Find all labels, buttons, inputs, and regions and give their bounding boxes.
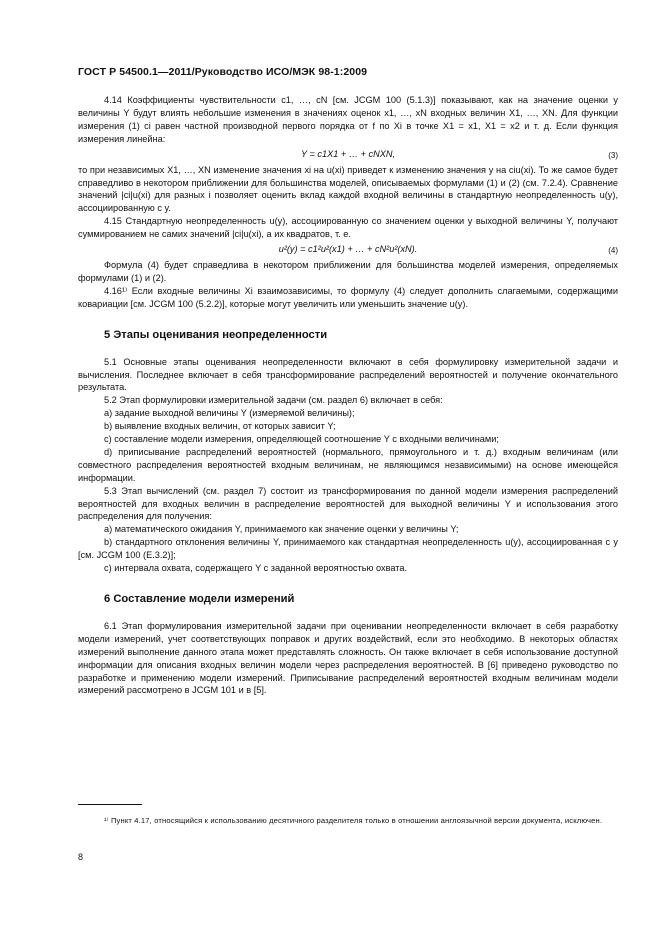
footnote-divider <box>78 804 142 805</box>
equation-4 <box>78 242 618 257</box>
footnote: ¹⁾ Пункт 4.17, относящийся к использованию десятичного разделителя только в отношении англоязычной версии документа, исключен. <box>104 816 603 825</box>
equation-3 <box>78 147 618 162</box>
page-number: 8 <box>78 852 84 862</box>
paragraph-5-3: 5.3 Этап вычислений (см. раздел 7) состоит из трансформирования по данной модели измерения распределений вероятностей для входных величин в распределение вероятностей для выходной величины Y и использования этого распределения для получения: <box>78 485 618 522</box>
document-body <box>78 94 618 697</box>
paragraph-4-16: 4.16¹⁾ Если входные величины Xi взаимозависимы, то формулу (4) следует дополнить слагаемыми, содержащими ковариации [см. JCGM 100 (5.2.2)], которые могут увеличить или уменьшить значение u(y). <box>78 285 618 309</box>
equation-3-number: (3) <box>608 150 618 160</box>
paragraph-4-14: 4.14 Коэффициенты чувствительности c1, …, cN [см. JCGM 100 (5.1.3)] показывают, как на значение оценки y величины Y будут влиять небольшие изменения в значениях оценок x1, …, xN входных величин X1, …, XN. Для функции измерения (1) ci равен частной производной первого порядка от f по Xi в точке X1 = x1, X1 = x2 и т. д. Если функция измерения линейна: <box>78 95 618 144</box>
list-item: b) стандартного отклонения величины Y, принимаемого как стандартная неопределенность u(y), ассоциированная с y [см. JCGM 100 (E.3.2)]; <box>78 537 618 561</box>
list-item: c) составление модели измерения, определяющей соотношение Y с входными величинами; <box>104 434 499 445</box>
paragraph-6-1: 6.1 Этап формулирования измерительной задачи при оценивании неопределенности включает в себя разработку модели измерений, учет соответствующих поправок и других воздействий, если это необходимо. В некоторых областях измерений выполнение данного этапа может представлять сложность. Он также включает в себя использование доступной информации для описания входных величин модели через распределения вероятностей. В [6] приведено руководство по разработке и применению модели измерений. Приписывание распределений вероятностей входным величинам модели измерений рассмотрено в JCGM 101 и в [5]. <box>78 620 618 696</box>
list-item: b) выявление входных величин, от которых зависит Y; <box>104 421 336 432</box>
document-header: ГОСТ Р 54500.1—2011/Руководство ИСО/МЭК 98-1:2009 <box>78 66 368 78</box>
list-item: d) приписывание распределений вероятностей (нормального, прямоугольного и т. д.) входным величинам (или совместного распределения вероятностей входным величинам, не являющимся независимыми) на основе имеющейся информации. <box>78 446 618 483</box>
list-item: c) интервала охвата, содержащего Y с заданной вероятностью охвата. <box>104 563 408 574</box>
paragraph-5-1: 5.1 Основные этапы оценивания неопределенности включают в себя формулировку измерительной задачи и вычисления. Последнее включает в себя трансформирование распределений вероятностей и получение окончательного результата. <box>78 356 618 393</box>
equation-4-number: (4) <box>608 246 618 256</box>
equation-4-formula: u²(y) = c1²u²(x1) + … + cN²u²(xN). <box>278 244 418 255</box>
list-item: a) задание выходной величины Y (измеряемой величины); <box>104 408 355 419</box>
section-5-title: 5 Этапы оценивания неопределенности <box>104 328 328 341</box>
section-6-title: 6 Составление модели измерений <box>104 593 295 605</box>
paragraph-4-15: 4.15 Стандартную неопределенность u(y), ассоциированную со значением оценки y выходной величины Y, получают суммированием не самих значений |ci|u(xi), а их квадратов, т. е. <box>78 216 618 240</box>
equation-3-formula: Y = c1X1 + … + cNXN, <box>300 148 396 159</box>
paragraph-5-2: 5.2 Этап формулировки измерительной задачи (см. раздел 6) включает в себя: <box>104 395 443 406</box>
list-item: a) математического ожидания Y, принимаемого как значение оценки y величины Y; <box>104 524 459 535</box>
paragraph-4-14-continued: то при независимых X1, …, XN изменение значения xi на u(xi) приведет к изменению значения y на ciu(xi). То же самое будет справедливо в некотором приближении для большинства моделей, описываемых формулами (1) и (2) (см. 7.2.4). Сравнение значений |ci|u(xi) для разных i позволяет оценить вклад каждой входной величины в стандартную неопределенность u(y), ассоциированную с y. <box>78 164 618 214</box>
paragraph-4-15-continued: Формула (4) будет справедлива в некотором приближении для большинства моделей измерения, определяемых формулами (1) и (2). <box>78 260 618 283</box>
